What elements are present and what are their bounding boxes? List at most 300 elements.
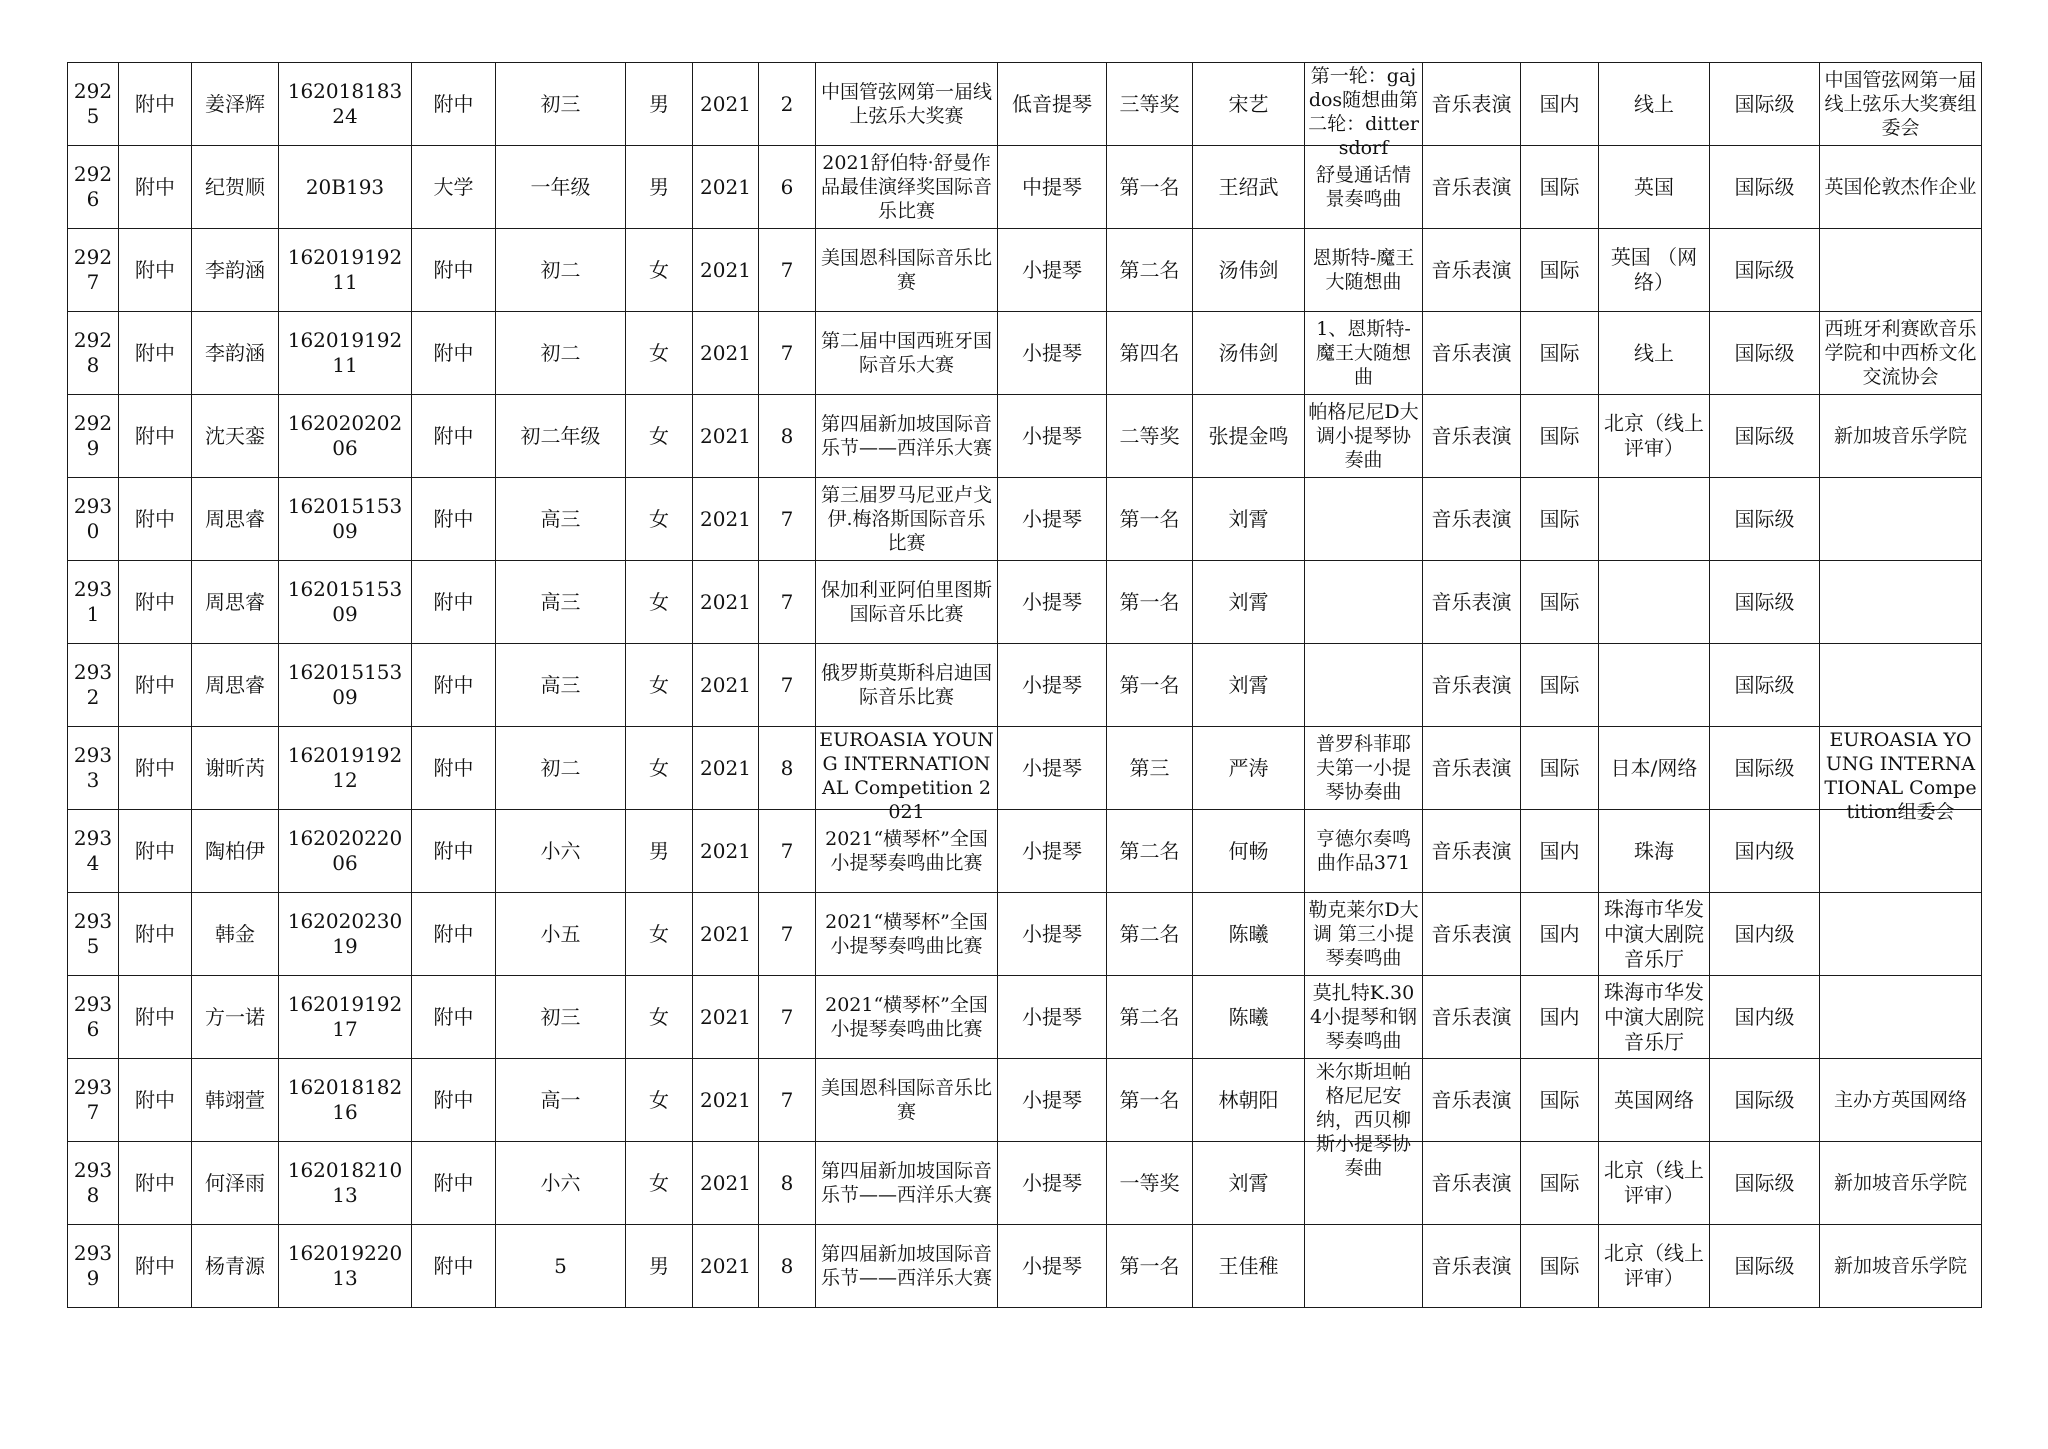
instrument-text: 小提琴 bbox=[1022, 257, 1082, 282]
competition-text: 2021舒伯特·舒曼作品最佳演绎奖国际音乐比赛 bbox=[820, 152, 992, 222]
category-text: 音乐表演 bbox=[1431, 340, 1512, 365]
repertoire-cell bbox=[1305, 395, 1423, 478]
student-id-text: 16201515309 bbox=[287, 577, 403, 626]
location-text: 英国 bbox=[1634, 174, 1674, 199]
year-text: 2021 bbox=[700, 1087, 751, 1112]
repertoire-cell bbox=[1305, 644, 1423, 727]
rank-level-text: 国内级 bbox=[1734, 1004, 1795, 1029]
month-cell bbox=[759, 561, 816, 644]
teacher-cell bbox=[1193, 1225, 1305, 1308]
award-cell bbox=[1107, 1225, 1193, 1308]
gender-text: 女 bbox=[649, 1087, 669, 1112]
award-text: 第一名 bbox=[1119, 589, 1180, 614]
gender-text: 女 bbox=[649, 755, 669, 780]
teacher-cell bbox=[1193, 893, 1305, 976]
year-cell bbox=[693, 478, 759, 561]
name-text: 杨青源 bbox=[205, 1253, 265, 1278]
competition-text: 第二届中国西班牙国际音乐大赛 bbox=[820, 330, 992, 376]
level-text: 附中 bbox=[433, 1087, 474, 1112]
rank-level-cell bbox=[1710, 976, 1820, 1059]
rank-level-cell bbox=[1710, 312, 1820, 395]
grade-cell bbox=[496, 893, 626, 976]
gender-text: 女 bbox=[649, 506, 669, 531]
scope-cell bbox=[1521, 727, 1599, 810]
location-text: 英国 （网络） bbox=[1610, 245, 1698, 294]
organizer-cell bbox=[1820, 1142, 1982, 1225]
grade-cell bbox=[496, 1059, 626, 1142]
student-id-text: 16201515309 bbox=[287, 660, 403, 709]
level-text: 附中 bbox=[433, 755, 474, 780]
level-cell bbox=[412, 1142, 496, 1225]
name-cell bbox=[192, 395, 279, 478]
scope-text: 国际 bbox=[1539, 755, 1580, 780]
rank-level-text: 国际级 bbox=[1734, 672, 1795, 697]
grade-text: 小六 bbox=[540, 838, 581, 863]
gender-text: 男 bbox=[649, 174, 669, 199]
award-cell bbox=[1107, 976, 1193, 1059]
unit-cell bbox=[119, 478, 192, 561]
instrument-text: 小提琴 bbox=[1022, 1253, 1082, 1278]
student-id-text: 16201919217 bbox=[287, 992, 403, 1041]
scope-cell bbox=[1521, 810, 1599, 893]
student-id-text: 20B193 bbox=[305, 174, 385, 199]
category-cell bbox=[1423, 229, 1521, 312]
category-text: 音乐表演 bbox=[1431, 672, 1512, 697]
location-cell bbox=[1599, 644, 1710, 727]
grade-cell bbox=[496, 1225, 626, 1308]
unit-text: 附中 bbox=[135, 672, 175, 697]
student-id-cell bbox=[279, 1225, 412, 1308]
award-cell bbox=[1107, 561, 1193, 644]
student-id-cell bbox=[279, 395, 412, 478]
grade-text: 初二 bbox=[540, 257, 581, 282]
unit-text: 附中 bbox=[135, 340, 175, 365]
unit-text: 附中 bbox=[135, 1170, 175, 1195]
award-text: 第二名 bbox=[1119, 1004, 1180, 1029]
repertoire-text: 亨德尔奏鸣曲作品371 bbox=[1315, 828, 1411, 874]
month-text: 7 bbox=[780, 257, 794, 282]
student-id-text: 16201922013 bbox=[287, 1241, 403, 1290]
teacher-cell bbox=[1193, 644, 1305, 727]
month-text: 7 bbox=[780, 589, 794, 614]
award-cell bbox=[1107, 146, 1193, 229]
unit-cell bbox=[119, 312, 192, 395]
award-text: 第二名 bbox=[1119, 257, 1180, 282]
unit-cell bbox=[119, 644, 192, 727]
month-text: 8 bbox=[780, 1170, 794, 1195]
organizer-cell bbox=[1820, 976, 1982, 1059]
repertoire-text: 米尔斯坦帕格尼尼安纳，西贝柳斯小提琴协奏曲 bbox=[1315, 1061, 1411, 1179]
year-cell bbox=[693, 229, 759, 312]
award-text: 第一名 bbox=[1119, 174, 1180, 199]
organizer-cell bbox=[1820, 478, 1982, 561]
rank-level-cell bbox=[1710, 1142, 1820, 1225]
competition-text: 2021“横琴杯”全国小提琴奏鸣曲比赛 bbox=[825, 828, 988, 874]
category-text: 音乐表演 bbox=[1431, 589, 1512, 614]
seq-cell bbox=[68, 727, 119, 810]
category-text: 音乐表演 bbox=[1431, 1004, 1512, 1029]
scope-cell bbox=[1521, 395, 1599, 478]
grade-cell bbox=[496, 976, 626, 1059]
level-text: 附中 bbox=[433, 506, 474, 531]
instrument-cell bbox=[998, 727, 1107, 810]
location-cell bbox=[1599, 1059, 1710, 1142]
teacher-cell bbox=[1193, 561, 1305, 644]
instrument-cell bbox=[998, 395, 1107, 478]
grade-cell bbox=[496, 561, 626, 644]
repertoire-cell bbox=[1305, 810, 1423, 893]
repertoire-text: 第一轮：gajdos随想曲第二轮：dittersdorf bbox=[1308, 65, 1419, 159]
teacher-text: 王绍武 bbox=[1218, 174, 1279, 199]
month-text: 8 bbox=[780, 1253, 794, 1278]
name-text: 李韵涵 bbox=[205, 340, 265, 365]
gender-cell bbox=[626, 146, 693, 229]
table-row bbox=[68, 478, 1982, 561]
unit-text: 附中 bbox=[135, 1253, 175, 1278]
organizer-cell bbox=[1820, 229, 1982, 312]
repertoire-cell bbox=[1305, 976, 1423, 1059]
unit-text: 附中 bbox=[135, 506, 175, 531]
category-cell bbox=[1423, 146, 1521, 229]
month-cell bbox=[759, 146, 816, 229]
rank-level-text: 国际级 bbox=[1734, 257, 1795, 282]
unit-cell bbox=[119, 1059, 192, 1142]
level-cell bbox=[412, 976, 496, 1059]
seq-text: 2933 bbox=[73, 743, 113, 792]
repertoire-cell bbox=[1305, 727, 1423, 810]
month-text: 7 bbox=[780, 672, 794, 697]
table-row bbox=[68, 893, 1982, 976]
organizer-cell bbox=[1820, 893, 1982, 976]
rank-level-cell bbox=[1710, 146, 1820, 229]
name-text: 谢昕芮 bbox=[205, 755, 265, 780]
teacher-cell bbox=[1193, 478, 1305, 561]
year-text: 2021 bbox=[700, 921, 751, 946]
location-text: 珠海市华发中演大剧院音乐厅 bbox=[1604, 896, 1704, 971]
year-cell bbox=[693, 561, 759, 644]
seq-text: 2929 bbox=[73, 411, 113, 460]
student-id-text: 16201515309 bbox=[287, 494, 403, 543]
category-text: 音乐表演 bbox=[1431, 921, 1512, 946]
repertoire-cell bbox=[1305, 561, 1423, 644]
location-text: 北京（线上评审） bbox=[1604, 1241, 1704, 1290]
student-id-text: 16201919212 bbox=[287, 743, 403, 792]
seq-text: 2930 bbox=[73, 494, 113, 543]
month-cell bbox=[759, 810, 816, 893]
seq-cell bbox=[68, 395, 119, 478]
award-text: 第一名 bbox=[1119, 1087, 1180, 1112]
location-cell bbox=[1599, 478, 1710, 561]
grade-text: 初二 bbox=[540, 340, 581, 365]
teacher-text: 刘霄 bbox=[1228, 506, 1269, 531]
name-cell bbox=[192, 561, 279, 644]
competition-cell bbox=[816, 63, 998, 146]
location-cell bbox=[1599, 395, 1710, 478]
level-cell bbox=[412, 229, 496, 312]
seq-text: 2928 bbox=[73, 328, 113, 377]
gender-cell bbox=[626, 1225, 693, 1308]
location-cell bbox=[1599, 1225, 1710, 1308]
organizer-cell bbox=[1820, 1059, 1982, 1142]
grade-text: 一年级 bbox=[530, 174, 591, 199]
student-id-cell bbox=[279, 63, 412, 146]
seq-text: 2931 bbox=[73, 577, 113, 626]
unit-cell bbox=[119, 229, 192, 312]
scope-cell bbox=[1521, 561, 1599, 644]
year-text: 2021 bbox=[700, 1004, 751, 1029]
grade-text: 初二年级 bbox=[520, 423, 601, 448]
instrument-cell bbox=[998, 63, 1107, 146]
teacher-text: 陈曦 bbox=[1228, 1004, 1269, 1029]
student-id-cell bbox=[279, 893, 412, 976]
name-cell bbox=[192, 644, 279, 727]
competition-cell bbox=[816, 1225, 998, 1308]
competition-text: 中国管弦网第一届线上弦乐大奖赛 bbox=[820, 81, 992, 127]
location-cell bbox=[1599, 561, 1710, 644]
category-text: 音乐表演 bbox=[1431, 174, 1512, 199]
rank-level-text: 国内级 bbox=[1734, 838, 1795, 863]
gender-text: 女 bbox=[649, 672, 669, 697]
year-cell bbox=[693, 976, 759, 1059]
rank-level-cell bbox=[1710, 893, 1820, 976]
instrument-text: 小提琴 bbox=[1022, 1004, 1082, 1029]
gender-cell bbox=[626, 810, 693, 893]
instrument-text: 小提琴 bbox=[1022, 1087, 1082, 1112]
grade-text: 高三 bbox=[540, 506, 581, 531]
teacher-cell bbox=[1193, 395, 1305, 478]
scope-text: 国际 bbox=[1539, 1253, 1580, 1278]
award-text: 一等奖 bbox=[1119, 1170, 1180, 1195]
teacher-text: 王佳稚 bbox=[1218, 1253, 1279, 1278]
organizer-text: 新加坡音乐学院 bbox=[1833, 425, 1967, 447]
category-text: 音乐表演 bbox=[1431, 1253, 1512, 1278]
seq-cell bbox=[68, 146, 119, 229]
category-text: 音乐表演 bbox=[1431, 1170, 1512, 1195]
month-cell bbox=[759, 478, 816, 561]
year-text: 2021 bbox=[700, 755, 751, 780]
grade-text: 初三 bbox=[540, 1004, 581, 1029]
teacher-cell bbox=[1193, 229, 1305, 312]
category-cell bbox=[1423, 63, 1521, 146]
level-text: 附中 bbox=[433, 838, 474, 863]
month-text: 7 bbox=[780, 921, 794, 946]
rank-level-cell bbox=[1710, 1059, 1820, 1142]
instrument-text: 小提琴 bbox=[1022, 921, 1082, 946]
rank-level-text: 国际级 bbox=[1734, 589, 1795, 614]
competition-text: 2021“横琴杯”全国小提琴奏鸣曲比赛 bbox=[825, 911, 988, 957]
name-text: 周思睿 bbox=[205, 672, 265, 697]
scope-text: 国际 bbox=[1539, 506, 1580, 531]
rank-level-text: 国内级 bbox=[1734, 921, 1795, 946]
year-cell bbox=[693, 1142, 759, 1225]
award-cell bbox=[1107, 63, 1193, 146]
grade-text: 5 bbox=[554, 1253, 567, 1278]
rank-level-cell bbox=[1710, 478, 1820, 561]
scope-text: 国际 bbox=[1539, 1170, 1580, 1195]
competition-cell bbox=[816, 1059, 998, 1142]
level-cell bbox=[412, 561, 496, 644]
level-text: 附中 bbox=[433, 340, 474, 365]
name-cell bbox=[192, 976, 279, 1059]
location-text: 日本/网络 bbox=[1610, 755, 1698, 780]
unit-cell bbox=[119, 146, 192, 229]
level-cell bbox=[412, 727, 496, 810]
instrument-cell bbox=[998, 1142, 1107, 1225]
competition-text: 2021“横琴杯”全国小提琴奏鸣曲比赛 bbox=[825, 994, 988, 1040]
rank-level-cell bbox=[1710, 63, 1820, 146]
scope-cell bbox=[1521, 229, 1599, 312]
table-row bbox=[68, 312, 1982, 395]
year-text: 2021 bbox=[700, 174, 751, 199]
unit-cell bbox=[119, 727, 192, 810]
year-text: 2021 bbox=[700, 672, 751, 697]
teacher-cell bbox=[1193, 1059, 1305, 1142]
instrument-cell bbox=[998, 976, 1107, 1059]
table-row bbox=[68, 1142, 1982, 1225]
year-cell bbox=[693, 644, 759, 727]
student-id-cell bbox=[279, 810, 412, 893]
grade-cell bbox=[496, 312, 626, 395]
month-text: 7 bbox=[780, 1004, 794, 1029]
seq-cell bbox=[68, 312, 119, 395]
year-cell bbox=[693, 893, 759, 976]
instrument-text: 小提琴 bbox=[1022, 506, 1082, 531]
grade-cell bbox=[496, 1142, 626, 1225]
scope-cell bbox=[1521, 146, 1599, 229]
teacher-cell bbox=[1193, 810, 1305, 893]
teacher-cell bbox=[1193, 976, 1305, 1059]
teacher-text: 宋艺 bbox=[1228, 91, 1269, 116]
location-cell bbox=[1599, 727, 1710, 810]
competition-cell bbox=[816, 395, 998, 478]
competition-text: 第四届新加坡国际音乐节——西洋乐大赛 bbox=[820, 1160, 992, 1206]
scope-text: 国内 bbox=[1539, 921, 1580, 946]
category-cell bbox=[1423, 1142, 1521, 1225]
rank-level-text: 国际级 bbox=[1734, 423, 1795, 448]
competition-cell bbox=[816, 312, 998, 395]
location-cell bbox=[1599, 146, 1710, 229]
unit-text: 附中 bbox=[135, 755, 175, 780]
gender-text: 男 bbox=[649, 91, 669, 116]
year-cell bbox=[693, 146, 759, 229]
seq-text: 2935 bbox=[73, 909, 113, 958]
organizer-cell bbox=[1820, 146, 1982, 229]
table-row bbox=[68, 63, 1982, 146]
gender-cell bbox=[626, 312, 693, 395]
seq-text: 2938 bbox=[73, 1158, 113, 1207]
year-cell bbox=[693, 1225, 759, 1308]
year-text: 2021 bbox=[700, 838, 751, 863]
table-row bbox=[68, 395, 1982, 478]
student-id-cell bbox=[279, 478, 412, 561]
teacher-text: 刘霄 bbox=[1228, 672, 1269, 697]
table-row bbox=[68, 229, 1982, 312]
competition-cell bbox=[816, 478, 998, 561]
teacher-cell bbox=[1193, 727, 1305, 810]
repertoire-cell bbox=[1305, 312, 1423, 395]
scope-cell bbox=[1521, 893, 1599, 976]
year-text: 2021 bbox=[700, 423, 751, 448]
month-text: 7 bbox=[780, 1087, 794, 1112]
gender-cell bbox=[626, 976, 693, 1059]
awards-table bbox=[67, 62, 1982, 1308]
rank-level-text: 国际级 bbox=[1734, 1170, 1795, 1195]
gender-text: 女 bbox=[649, 589, 669, 614]
month-text: 8 bbox=[780, 423, 794, 448]
month-text: 8 bbox=[780, 755, 794, 780]
unit-cell bbox=[119, 561, 192, 644]
location-cell bbox=[1599, 312, 1710, 395]
table-row bbox=[68, 727, 1982, 810]
scope-cell bbox=[1521, 976, 1599, 1059]
rank-level-cell bbox=[1710, 644, 1820, 727]
unit-text: 附中 bbox=[135, 589, 175, 614]
gender-cell bbox=[626, 893, 693, 976]
seq-cell bbox=[68, 1059, 119, 1142]
year-cell bbox=[693, 395, 759, 478]
level-cell bbox=[412, 644, 496, 727]
competition-cell bbox=[816, 727, 998, 823]
repertoire-text: 莫扎特K.304小提琴和钢琴奏鸣曲 bbox=[1309, 982, 1418, 1052]
teacher-text: 刘霄 bbox=[1228, 589, 1269, 614]
category-cell bbox=[1423, 644, 1521, 727]
rank-level-text: 国际级 bbox=[1734, 755, 1795, 780]
gender-text: 男 bbox=[649, 1253, 669, 1278]
grade-text: 高三 bbox=[540, 672, 581, 697]
scope-text: 国际 bbox=[1539, 174, 1580, 199]
location-text: 线上 bbox=[1634, 91, 1674, 116]
seq-text: 2927 bbox=[73, 245, 113, 294]
rank-level-cell bbox=[1710, 229, 1820, 312]
grade-text: 小五 bbox=[540, 921, 581, 946]
category-text: 音乐表演 bbox=[1431, 506, 1512, 531]
instrument-text: 小提琴 bbox=[1022, 589, 1082, 614]
name-text: 韩翊萱 bbox=[205, 1087, 265, 1112]
organizer-cell bbox=[1820, 312, 1982, 395]
repertoire-text: 舒曼通话情景奏鸣曲 bbox=[1315, 164, 1411, 210]
seq-text: 2925 bbox=[73, 79, 113, 128]
location-cell bbox=[1599, 63, 1710, 146]
unit-cell bbox=[119, 1225, 192, 1308]
category-text: 音乐表演 bbox=[1431, 91, 1512, 116]
repertoire-cell bbox=[1305, 893, 1423, 976]
instrument-cell bbox=[998, 1059, 1107, 1142]
category-text: 音乐表演 bbox=[1431, 838, 1512, 863]
month-cell bbox=[759, 229, 816, 312]
grade-text: 小六 bbox=[540, 1170, 581, 1195]
instrument-cell bbox=[998, 146, 1107, 229]
gender-cell bbox=[626, 478, 693, 561]
instrument-text: 小提琴 bbox=[1022, 340, 1082, 365]
student-id-text: 16202023019 bbox=[287, 909, 403, 958]
location-cell bbox=[1599, 810, 1710, 893]
level-text: 附中 bbox=[433, 1170, 474, 1195]
student-id-text: 16201919211 bbox=[287, 245, 403, 294]
student-id-cell bbox=[279, 312, 412, 395]
level-text: 附中 bbox=[433, 589, 474, 614]
category-cell bbox=[1423, 893, 1521, 976]
award-text: 第三 bbox=[1129, 755, 1170, 780]
repertoire-cell bbox=[1305, 1059, 1423, 1179]
award-cell bbox=[1107, 727, 1193, 810]
location-cell bbox=[1599, 893, 1710, 976]
unit-text: 附中 bbox=[135, 1004, 175, 1029]
scope-cell bbox=[1521, 63, 1599, 146]
competition-text: EUROASIA YOUNG INTERNATIONAL Competition 2021 bbox=[819, 729, 994, 823]
seq-cell bbox=[68, 810, 119, 893]
gender-cell bbox=[626, 727, 693, 810]
teacher-text: 陈曦 bbox=[1228, 921, 1269, 946]
